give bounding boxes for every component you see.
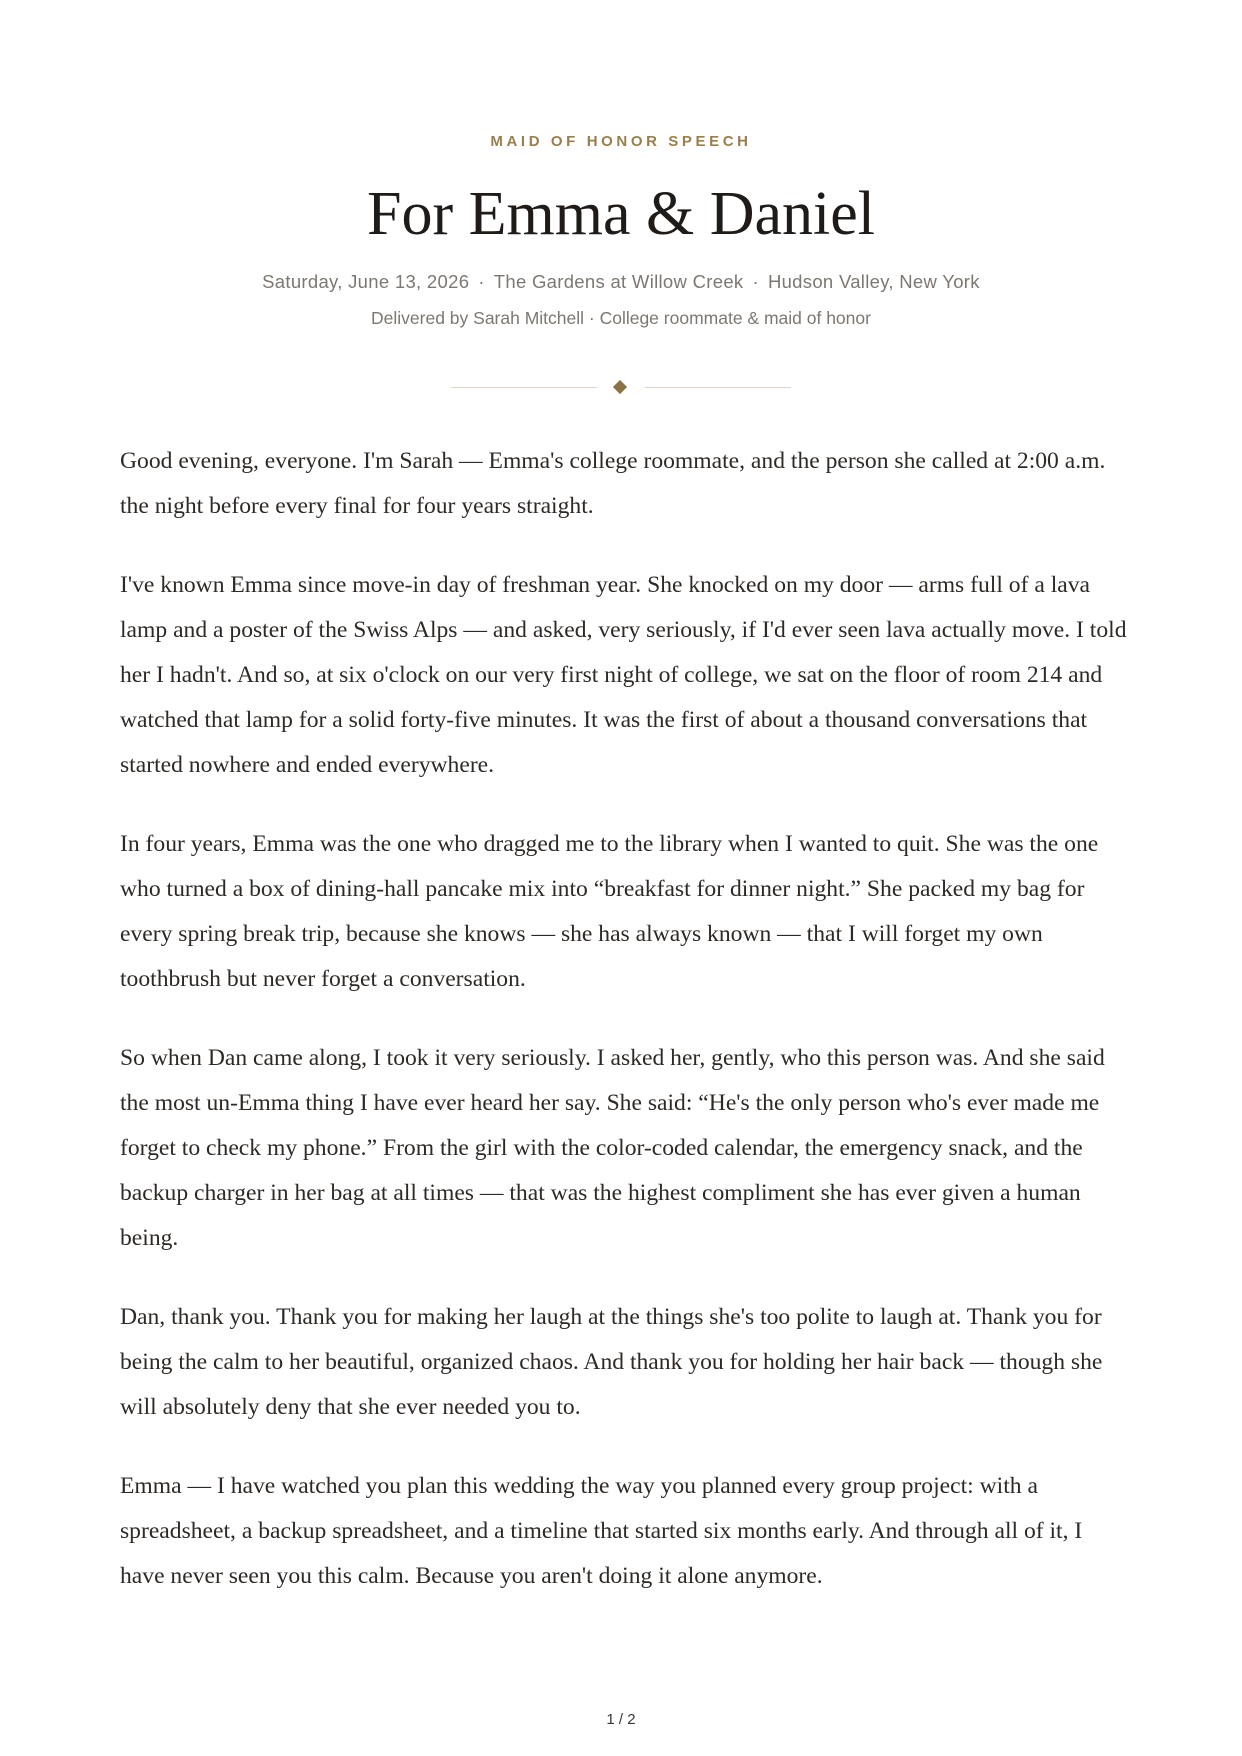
diamond-ornament-icon [613, 380, 627, 394]
speech-type-label: MAID OF HONOR SPEECH [490, 133, 752, 150]
event-location: Hudson Valley, New York [767, 271, 980, 292]
separator-dot: · [752, 271, 759, 292]
page-title: For Emma & Daniel [367, 180, 875, 248]
divider-line-left [451, 387, 597, 388]
speaker-byline: Delivered by Sarah Mitchell · College roommate & maid of honor [371, 308, 871, 328]
separator-dot: · [478, 271, 485, 292]
speech-paragraph: I've known Emma since move-in day of freshman year. She knocked on my door — arms full of a lava lamp and a poster of the Swiss Alps — and asked, very seriously, if I'd ever seen lava actually move. I told her I hadn't. And so, at six o'clock on our very first night of college, we sat on the floor of room 214 and watched that lamp for a solid forty-five minutes. It was the first of about a thousand conversations that started nowhere and ended everywhere. [120, 572, 1127, 778]
section-divider [451, 378, 791, 398]
speech-paragraph: Good evening, everyone. I'm Sarah — Emma's college roommate, and the person she called at 2:00 a.m. the night before every final for four years straight. [120, 448, 1106, 519]
speech-paragraph: Dan, thank you. Thank you for making her laugh at the things she's too polite to laugh at. Thank you for being the calm to her beautiful, organized chaos. And thank you for holding her hair back — though she will absolutely deny that she ever needed you to. [120, 1304, 1103, 1420]
speech-paragraph: In four years, Emma was the one who dragged me to the library when I wanted to quit. She was the one who turned a box of dining-hall pancake mix into “breakfast for dinner night.” She packed my bag for every spring break trip, because she knows — she has always known — that I will forget my own toothbrush but never forget a conversation. [120, 831, 1099, 992]
speech-paragraph: Emma — I have watched you plan this wedding the way you planned every group project: with a spreadsheet, a backup spreadsheet, and a timeline that started six months early. And through all of it, I have never seen you this calm. Because you aren't doing it alone anymore. [120, 1473, 1083, 1589]
event-venue: The Gardens at Willow Creek [493, 271, 744, 292]
page-indicator: 1 / 2 [606, 1711, 636, 1728]
event-date: Saturday, June 13, 2026 [262, 271, 470, 292]
event-details [0, 271, 1242, 293]
divider-line-right [645, 387, 791, 388]
speech-paragraph: So when Dan came along, I took it very seriously. I asked her, gently, who this person was. And she said the most un-Emma thing I have ever heard her say. She said: “He's the only person who's ever made me forget to check my phone.” From the girl with the color-coded calendar, the emergency snack, and the backup charger in her bag at all times — that was the highest compliment she has ever given a human being. [120, 1045, 1105, 1251]
speech-body [120, 439, 1130, 1633]
